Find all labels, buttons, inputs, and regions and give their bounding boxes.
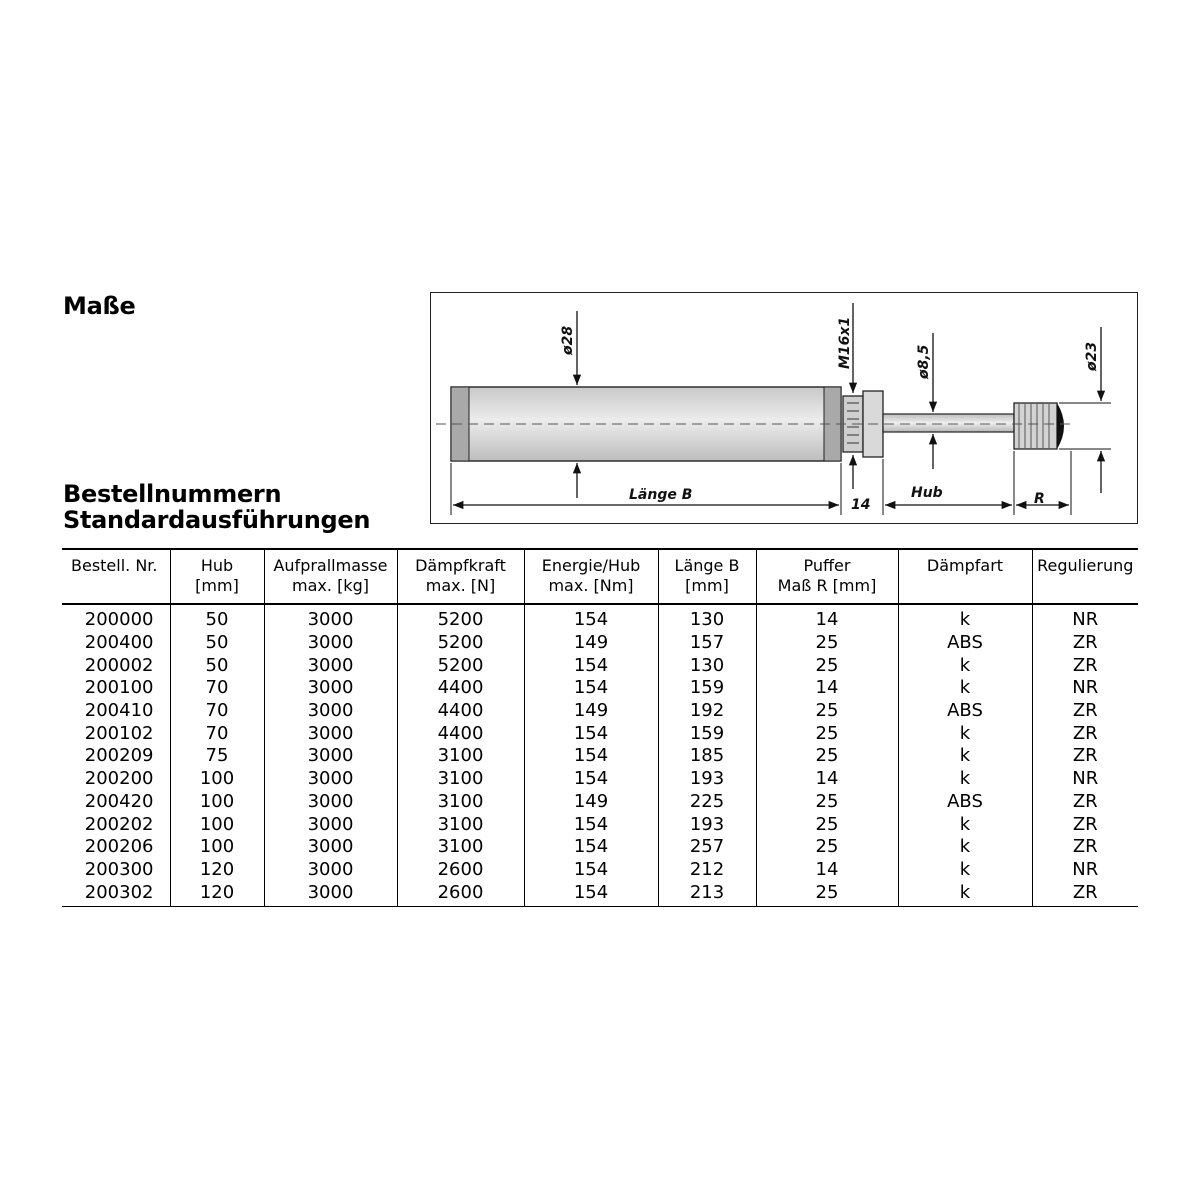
- column-header-line: Puffer: [803, 556, 851, 575]
- order-numbers-table: [62, 548, 1138, 907]
- table-cell: 25: [756, 700, 898, 723]
- table-cell: 5200: [397, 654, 524, 677]
- table-row: [62, 836, 1138, 859]
- table-cell: 100: [170, 768, 264, 791]
- table-cell: ZR: [1032, 654, 1138, 677]
- table-cell: 213: [658, 881, 756, 906]
- table-cell: k: [898, 859, 1032, 882]
- table-cell: 3000: [264, 813, 397, 836]
- table-row: [62, 604, 1138, 632]
- column-header-line: Energie/Hub: [541, 556, 641, 575]
- table-row: [62, 813, 1138, 836]
- table-cell: 3000: [264, 722, 397, 745]
- table-cell: 14: [756, 604, 898, 632]
- table-cell: k: [898, 677, 1032, 700]
- table-cell: 3100: [397, 745, 524, 768]
- column-header-line: [mm]: [195, 576, 239, 595]
- dim-label-d23: ø23: [1084, 341, 1100, 371]
- table-cell: 149: [524, 791, 658, 814]
- table-cell: 5200: [397, 604, 524, 632]
- heading-line-2: Standardausführungen: [63, 506, 371, 534]
- table-cell: ABS: [898, 632, 1032, 655]
- table-row: [62, 722, 1138, 745]
- column-header-line: max. [Nm]: [548, 576, 634, 595]
- table-cell: 154: [524, 654, 658, 677]
- column-header-line: Aufprallmasse: [273, 556, 388, 575]
- table-cell: 225: [658, 791, 756, 814]
- table-cell: 200000: [84, 609, 154, 631]
- column-header: [397, 549, 524, 604]
- table-cell: ZR: [1032, 813, 1138, 836]
- dim-label-14: 14: [851, 497, 871, 513]
- table-cell: ZR: [1032, 722, 1138, 745]
- table-cell: 3000: [264, 836, 397, 859]
- buffer-head: [1014, 403, 1064, 449]
- column-header-line: max. [N]: [425, 576, 496, 595]
- table-cell: ZR: [1032, 745, 1138, 768]
- table-cell: 200302: [62, 881, 170, 906]
- table-cell: 154: [524, 836, 658, 859]
- table-cell: 3100: [397, 836, 524, 859]
- table-cell: 120: [170, 881, 264, 906]
- table-cell: 257: [658, 836, 756, 859]
- column-header: [756, 549, 898, 604]
- column-header: [62, 549, 170, 604]
- table-cell: 3000: [264, 677, 397, 700]
- table-cell: 3000: [264, 859, 397, 882]
- table-cell: 130: [658, 604, 756, 632]
- table-body: [62, 604, 1138, 906]
- table-cell: 50: [170, 632, 264, 655]
- table-row: [62, 700, 1138, 723]
- column-header-line: Länge B: [674, 556, 740, 575]
- table-cell: ZR: [1032, 791, 1138, 814]
- table-row: [62, 632, 1138, 655]
- column-header-line: Regulierung: [1037, 556, 1134, 575]
- table-cell: 25: [756, 654, 898, 677]
- table-cell: 200209: [84, 745, 154, 767]
- table-cell: 3000: [264, 632, 397, 655]
- table-cell: 4400: [397, 700, 524, 723]
- table-cell: ZR: [1032, 700, 1138, 723]
- table-cell: 4400: [397, 722, 524, 745]
- column-header-line: Bestell. Nr.: [71, 556, 158, 575]
- table-cell: 193: [658, 813, 756, 836]
- table-cell: 3000: [264, 791, 397, 814]
- table-cell: 25: [756, 745, 898, 768]
- table-cell: 3000: [264, 604, 397, 632]
- table-row: [62, 881, 1138, 906]
- table-cell: k: [898, 813, 1032, 836]
- table-cell: k: [898, 768, 1032, 791]
- table-cell: 100: [170, 791, 264, 814]
- table-cell: 3000: [264, 700, 397, 723]
- table-cell: 154: [524, 722, 658, 745]
- table-cell: 25: [756, 881, 898, 906]
- table-cell: 200410: [84, 700, 154, 722]
- table-cell: 185: [658, 745, 756, 768]
- table-cell: 2600: [397, 881, 524, 906]
- table-cell: 4400: [397, 677, 524, 700]
- column-header-line: Hub: [200, 556, 234, 575]
- table-row: [62, 654, 1138, 677]
- table-cell: 3000: [264, 881, 397, 906]
- table-cell: 154: [524, 768, 658, 791]
- table-cell: 3100: [397, 813, 524, 836]
- table-cell: 200202: [84, 813, 154, 835]
- table-cell: 25: [756, 722, 898, 745]
- column-header-line: Dämpfart: [926, 556, 1004, 575]
- table-cell: k: [898, 604, 1032, 632]
- table-row: [62, 859, 1138, 882]
- piston-rod: [883, 414, 1014, 432]
- shock-absorber-drawing: [431, 293, 1139, 525]
- table-cell: 159: [658, 722, 756, 745]
- table-cell: 3000: [264, 654, 397, 677]
- column-header: [170, 549, 264, 604]
- table-cell: 25: [756, 632, 898, 655]
- table-cell: 159: [658, 677, 756, 700]
- table-row: [62, 745, 1138, 768]
- table-cell: 14: [756, 859, 898, 882]
- table-cell: 5200: [397, 632, 524, 655]
- table-cell: 200300: [84, 858, 154, 880]
- table-cell: 14: [756, 677, 898, 700]
- table-cell: NR: [1032, 768, 1138, 791]
- table-row: [62, 791, 1138, 814]
- table-cell: 130: [658, 654, 756, 677]
- table-cell: 50: [170, 654, 264, 677]
- table-header-row: [62, 549, 1138, 604]
- column-header: [898, 549, 1032, 604]
- table-cell: 50: [170, 604, 264, 632]
- dimension-drawing: [430, 292, 1138, 524]
- column-header: [658, 549, 756, 604]
- table-cell: 75: [170, 745, 264, 768]
- table-cell: 157: [658, 632, 756, 655]
- table-cell: 25: [756, 791, 898, 814]
- table-cell: 3100: [397, 791, 524, 814]
- table-cell: NR: [1032, 604, 1138, 632]
- table-cell: ABS: [898, 700, 1032, 723]
- table-cell: 200102: [84, 722, 154, 744]
- section-title-masse: Maße: [63, 292, 136, 320]
- table-cell: k: [898, 745, 1032, 768]
- column-header-line: Dämpfkraft: [415, 556, 506, 575]
- table-cell: 154: [524, 604, 658, 632]
- table-cell: k: [898, 654, 1032, 677]
- table-cell: 70: [170, 700, 264, 723]
- heading-line-1: Bestellnummern: [63, 480, 282, 508]
- table-cell: k: [898, 836, 1032, 859]
- table-cell: 200206: [84, 836, 154, 858]
- table-cell: 154: [524, 745, 658, 768]
- table-cell: 200200: [84, 768, 154, 790]
- table-cell: 154: [524, 813, 658, 836]
- section-title-bestellnummern: [63, 481, 370, 533]
- table-cell: 212: [658, 859, 756, 882]
- table-cell: k: [898, 881, 1032, 906]
- table-cell: ZR: [1032, 881, 1138, 906]
- table-cell: 149: [524, 700, 658, 723]
- table-cell: 100: [170, 836, 264, 859]
- table-cell: 25: [756, 836, 898, 859]
- table-cell: 154: [524, 859, 658, 882]
- column-header: [524, 549, 658, 604]
- table-cell: 200400: [84, 632, 154, 654]
- table-cell: 14: [756, 768, 898, 791]
- column-header-line: [mm]: [685, 576, 729, 595]
- table-cell: 200420: [84, 790, 154, 812]
- table-cell: k: [898, 722, 1032, 745]
- dim-label-r: R: [1034, 491, 1045, 507]
- table-cell: 3000: [264, 745, 397, 768]
- table-row: [62, 677, 1138, 700]
- table-cell: 200002: [84, 654, 154, 676]
- table-cell: 120: [170, 859, 264, 882]
- table-cell: 70: [170, 722, 264, 745]
- table-cell: 3100: [397, 768, 524, 791]
- dim-label-d28: ø28: [560, 325, 576, 355]
- table-cell: 149: [524, 632, 658, 655]
- column-header-line: Maß R [mm]: [777, 576, 877, 595]
- table-cell: 25: [756, 813, 898, 836]
- table-cell: 193: [658, 768, 756, 791]
- dim-label-m16: M16x1: [837, 316, 853, 369]
- table-cell: 3000: [264, 768, 397, 791]
- dim-label-laenge-b: Länge B: [629, 487, 693, 503]
- table-cell: 70: [170, 677, 264, 700]
- table-cell: NR: [1032, 859, 1138, 882]
- table-cell: ZR: [1032, 632, 1138, 655]
- table-row: [62, 768, 1138, 791]
- table-cell: 2600: [397, 859, 524, 882]
- table-cell: 200100: [84, 677, 154, 699]
- table-cell: 192: [658, 700, 756, 723]
- table-cell: 100: [170, 813, 264, 836]
- column-header-line: max. [kg]: [292, 576, 369, 595]
- table-cell: ABS: [898, 791, 1032, 814]
- dim-label-d85: ø8,5: [916, 344, 932, 379]
- table-cell: ZR: [1032, 836, 1138, 859]
- table-cell: NR: [1032, 677, 1138, 700]
- dim-label-hub: Hub: [911, 485, 943, 501]
- table-cell: 154: [524, 677, 658, 700]
- table-cell: 154: [524, 881, 658, 906]
- column-header: [1032, 549, 1138, 604]
- column-header: [264, 549, 397, 604]
